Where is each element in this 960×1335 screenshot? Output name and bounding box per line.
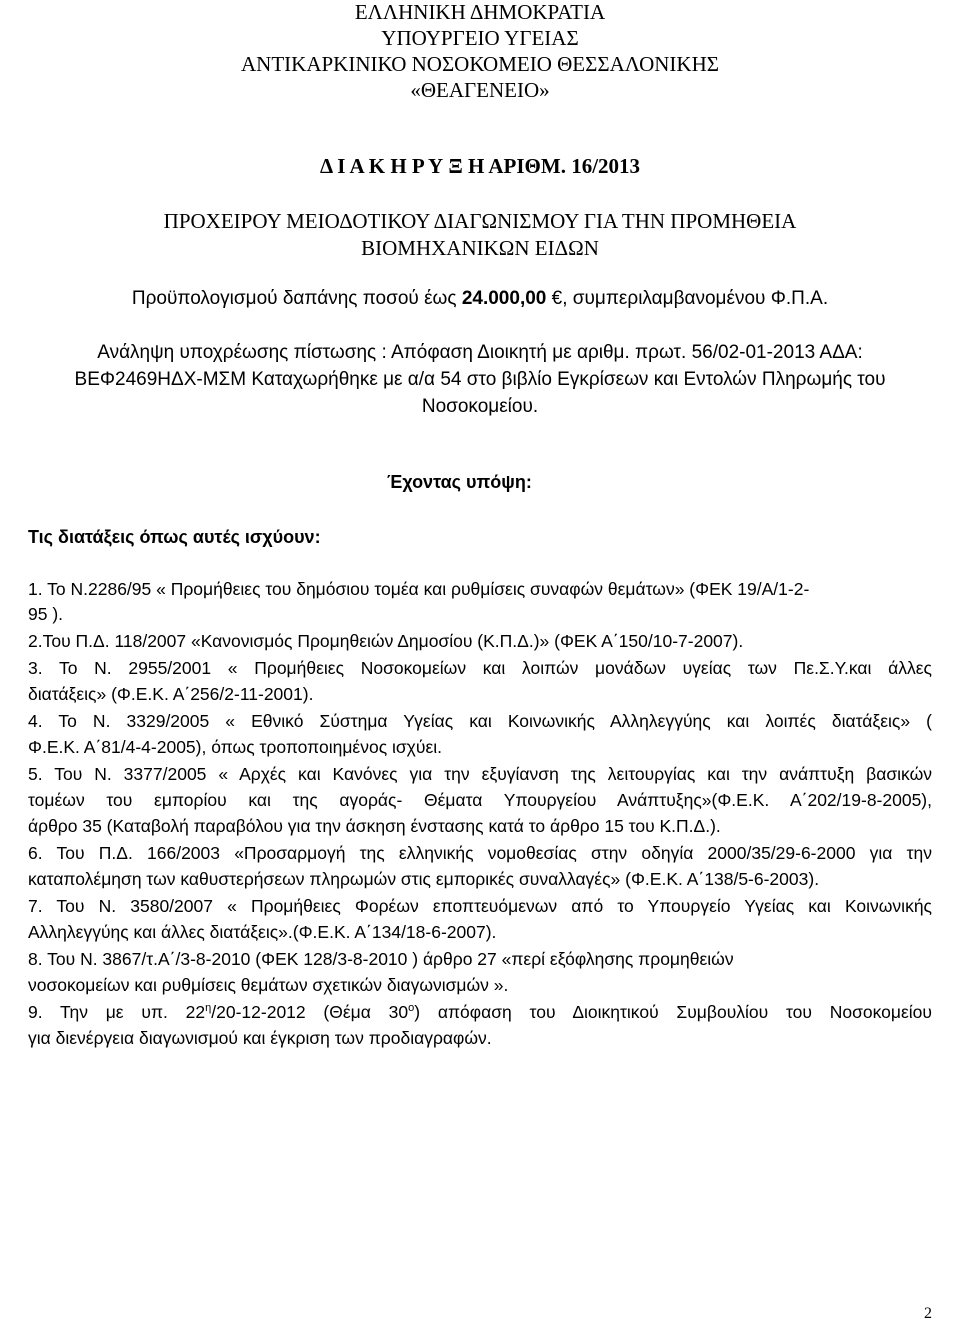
budget-line: [0, 287, 960, 311]
list-item-3-line-1: 3. Το Ν. 2955/2001 « Προμήθειες Νοσοκομείων και λοιπών μονάδων υγείας των Πε.Σ.Υ.και άλλες: [28, 658, 932, 678]
list-item-9-line-1: [28, 1001, 932, 1023]
list-item-2-line-1: 2.Του Π.Δ. 118/2007 «Κανονισμός Προμηθειών Δημοσίου (Κ.Π.Δ.)» (ΦΕΚ Α΄150/10-7-2007).: [28, 631, 744, 651]
budget-suffix: €, συμπεριλαμβανομένου Φ.Π.Α.: [546, 288, 829, 309]
item-9-sup-2: ο: [408, 1002, 415, 1015]
list-item-4-line-2: Φ.Ε.Κ. Α΄81/4-4-2005), όπως τροποποιημένος ισχύει.: [28, 737, 442, 757]
budget-amount: 24.000,00: [461, 288, 547, 309]
header-hospital: ΑΝΤΙΚΑΡΚΙΝΙΚΟ ΝΟΣΟΚΟΜΕΙΟ ΘΕΣΣΑΛΟΝΙΚΗΣ: [241, 52, 719, 76]
commitment-line-2: ΒΕΦ2469ΗΔΧ-ΜΣΜ Καταχωρήθηκε με α/α 54 στο βιβλίο Εγκρίσεων και Εντολών Πληρωμής του: [74, 369, 886, 390]
item-9-part-c: ) απόφαση του Διοικητικού Συμβουλίου του Νοσοκομείου: [414, 1002, 932, 1022]
list-item-4-line-1: 4. Το Ν. 3329/2005 « Εθνικό Σύστημα Υγείας και Κοινωνικής Αλληλεγγύης και λοιπές διατάξεις» (: [28, 711, 932, 731]
having-regard-heading: Έχοντας υπόψη:: [387, 472, 532, 492]
list-item-1-line-1: 1. Το Ν.2286/95 « Προμήθειες του δημόσιου τομέα και ρυθμίσεις συναφών θεμάτων» (ΦΕΚ 19/Α/1-2-: [28, 579, 810, 599]
list-item-7-line-1: 7. Του Ν. 3580/2007 « Προμήθειες Φορέων εποπτευόμενων από το Υπουργείο Υγείας και Κοινωνικής: [28, 896, 932, 916]
page-number: 2: [924, 1305, 932, 1322]
list-item-3-line-2: διατάξεις» (Φ.Ε.Κ. Α΄256/2-11-2001).: [28, 684, 314, 704]
list-item-7-line-2: Αλληλεγγύης και άλλες διατάξεις».(Φ.Ε.Κ. Α΄134/18-6-2007).: [28, 922, 497, 942]
item-9-part-a: 9. Την με υπ. 22: [28, 1002, 206, 1022]
budget-prefix: Προϋπολογισμού δαπάνης ποσού έως: [131, 288, 462, 309]
list-item-5-line-3: άρθρο 35 (Καταβολή παραβόλου για την άσκηση ένστασης κατά το άρθρο 15 του Κ.Π.Δ.).: [28, 816, 721, 836]
header-republic: ΕΛΛΗΝΙΚΗ ΔΗΜΟΚΡΑΤΙΑ: [354, 0, 606, 24]
document-title: Δ Ι Α Κ Η Ρ Υ Ξ Η ΑΡΙΘΜ. 16/2013: [319, 154, 641, 178]
list-item-6-line-2: καταπολέμηση των καθυστερήσεων πληρωμών στις εμπορικές συναλλαγές» (Φ.Ε.Κ. Α΄138/5-6-2003).: [28, 869, 820, 889]
header-ministry: ΥΠΟΥΡΓΕΙΟ ΥΓΕΙΑΣ: [381, 26, 579, 50]
commitment-line-1: Ανάληψη υποχρέωσης πίστωσης : Απόφαση Διοικητή με αριθμ. πρωτ. 56/02-01-2013 ΑΔΑ:: [97, 342, 863, 363]
subject-line-1: ΠΡΟΧΕΙΡΟΥ ΜΕΙΟΔΟΤΙΚΟΥ ΔΙΑΓΩΝΙΣΜΟΥ ΓΙΑ ΤΗΝ ΠΡΟΜΗΘΕΙΑ: [163, 209, 797, 233]
commitment-line-3: Νοσοκομείου.: [421, 396, 539, 417]
list-item-5-line-1: 5. Του Ν. 3377/2005 « Αρχές και Κανόνες για την εξυγίανση της λειτουργίας και την ανάπτυξη βασικών: [28, 764, 932, 784]
list-item-9-line-2: για διενέργεια διαγωνισμού και έγκριση των προδιαγραφών.: [28, 1028, 492, 1048]
item-9-part-b: /20-12-2012 (Θέμα 30: [211, 1002, 409, 1022]
header-hospital-name: «ΘΕΑΓΕΝΕΙΟ»: [410, 78, 550, 102]
list-item-1-line-2: 95 ).: [28, 604, 64, 624]
list-item-8-line-2: νοσοκομείων και ρυθμίσεις θεμάτων σχετικών διαγωνισμών ».: [28, 975, 509, 995]
list-item-8-line-1: 8. Του Ν. 3867/τ.Α΄/3-8-2010 (ΦΕΚ 128/3-8-2010 ) άρθρο 27 «περί εξόφλησης προμηθειών: [28, 949, 734, 969]
list-item-6-line-1: 6. Του Π.Δ. 166/2003 «Προσαρμογή της ελληνικής νομοθεσίας στην οδηγία 2000/35/29-6-2000 για την: [28, 843, 932, 863]
item-9-sup-1: η: [205, 1002, 212, 1015]
list-item-5-line-2: τομέων του εμπορίου και της αγοράς- Θέματα Υπουργείου Ανάπτυξης»(Φ.Ε.Κ. Α΄202/19-8-2005),: [28, 790, 932, 810]
subject-line-2: ΒΙΟΜΗΧΑΝΙΚΩΝ ΕΙΔΩΝ: [361, 236, 599, 260]
provisions-heading: Τις διατάξεις όπως αυτές ισχύουν:: [28, 527, 321, 547]
